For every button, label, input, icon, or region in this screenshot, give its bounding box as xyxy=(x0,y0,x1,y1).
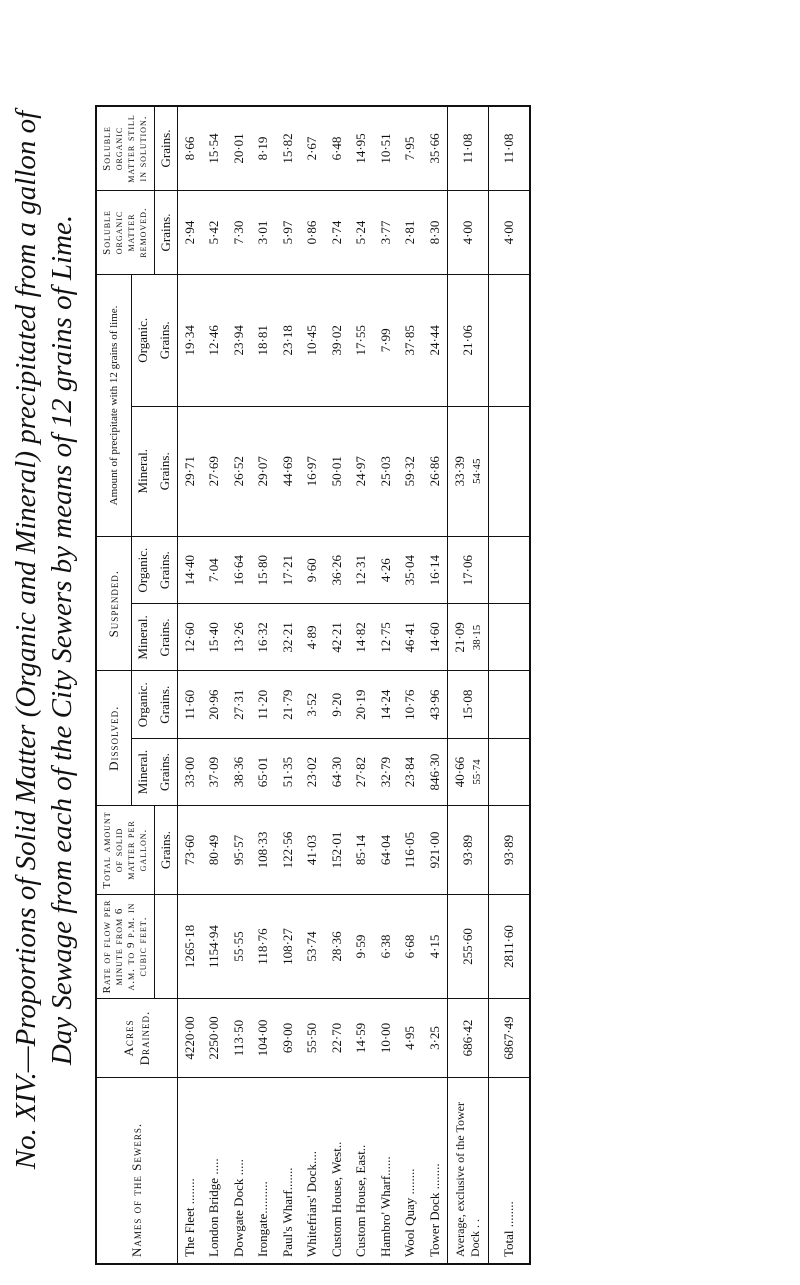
cell-p-org: 12·46 xyxy=(202,275,227,407)
cell-s-min: 14·60 xyxy=(423,604,448,671)
cell-acres: 55·50 xyxy=(300,999,325,1078)
cell-d-min: 64·30 xyxy=(325,739,350,806)
cell-s-org: 14·40 xyxy=(177,536,202,604)
units-flow xyxy=(154,895,177,999)
header-suspended-mineral: Mineral. xyxy=(132,604,155,671)
units-suspended-organic: Grains. xyxy=(154,536,177,604)
total-total: 93·89 xyxy=(489,806,531,895)
cell-d-min: 846·30 xyxy=(423,739,448,806)
cell-flow: 9·59 xyxy=(349,895,374,999)
sewer-name: Custom House, East.. xyxy=(349,1078,374,1265)
cell-total: 116·05 xyxy=(398,806,423,895)
average-label: Average, exclusive of the Tower Dock . . xyxy=(448,1078,489,1265)
sewer-name: Tower Dock ........ xyxy=(423,1078,448,1265)
cell-removed: 5·24 xyxy=(349,191,374,275)
cell-d-min: 37·09 xyxy=(202,739,227,806)
units-dissolved-organic: Grains. xyxy=(154,671,177,739)
cell-p-min: 26·86 xyxy=(423,406,448,536)
cell-d-org: 10·76 xyxy=(398,671,423,739)
header-names: Names of the Sewers. xyxy=(96,1078,177,1265)
total-flow: 2811·60 xyxy=(489,895,531,999)
cell-flow: 108·27 xyxy=(276,895,301,999)
cell-d-org: 14·24 xyxy=(374,671,399,739)
header-soluble-still: Soluble organic matter still in solution. xyxy=(96,106,154,191)
cell-d-org: 9·20 xyxy=(325,671,350,739)
cell-p-min: 16·97 xyxy=(300,406,325,536)
cell-p-min: 24·97 xyxy=(349,406,374,536)
table-body xyxy=(177,106,448,1264)
cell-s-min: 13·26 xyxy=(227,604,252,671)
title-line-1: No. XIV.—Proportions of Solid Matter (Organic and Mineral) precipitated from a gallon of xyxy=(10,110,42,1170)
cell-flow: 118·76 xyxy=(251,895,276,999)
cell-d-min: 51·35 xyxy=(276,739,301,806)
average-suspended-mineral: 21·09 38·15 xyxy=(448,604,489,671)
header-dissolved: Dissolved. xyxy=(96,671,132,806)
sewer-name: Wool Quay ........ xyxy=(398,1078,423,1265)
cell-s-min: 14·82 xyxy=(349,604,374,671)
cell-s-min: 46·41 xyxy=(398,604,423,671)
cell-d-org: 3·52 xyxy=(300,671,325,739)
cell-s-org: 36·26 xyxy=(325,536,350,604)
suspended-sum: 38·15 xyxy=(471,624,483,651)
total-row xyxy=(489,106,531,1264)
table-row xyxy=(325,106,350,1264)
cell-p-org: 19·34 xyxy=(177,275,202,407)
cell-d-min: 33·00 xyxy=(177,739,202,806)
cell-removed: 8·30 xyxy=(423,191,448,275)
cell-s-org: 16·64 xyxy=(227,536,252,604)
cell-removed: 3·01 xyxy=(251,191,276,275)
cell-d-min: 23·84 xyxy=(398,739,423,806)
cell-flow: 28·36 xyxy=(325,895,350,999)
cell-total: 122·56 xyxy=(276,806,301,895)
average-soluble-still: 11·08 xyxy=(448,106,489,191)
cell-still: 8·19 xyxy=(255,136,271,161)
cell-flow: 6·68 xyxy=(398,895,423,999)
cell-s-org: 9·60 xyxy=(300,536,325,604)
cell-s-org: 12·31 xyxy=(349,536,374,604)
cell-d-min: 65·01 xyxy=(251,739,276,806)
cell-s-min: 16·32 xyxy=(251,604,276,671)
cell-s-org: 16·14 xyxy=(423,536,448,604)
cell-d-min: 38·36 xyxy=(227,739,252,806)
cell-d-min: 27·82 xyxy=(349,739,374,806)
average-acres: 686·42 xyxy=(448,999,489,1078)
cell-removed: 5·42 xyxy=(202,191,227,275)
cell-total: 921·00 xyxy=(423,806,448,895)
table-row xyxy=(300,106,325,1264)
cell-acres: 4·95 xyxy=(398,999,423,1078)
header-total: Total amount of solid matter per gallon. xyxy=(96,806,154,895)
cell-total: 80·49 xyxy=(202,806,227,895)
sewer-name: Dowgate Dock ..... xyxy=(227,1078,252,1265)
cell-s-org: 17·21 xyxy=(276,536,301,604)
cell-p-org: 7·99 xyxy=(374,275,399,407)
cell-d-org: 20·19 xyxy=(349,671,374,739)
cell-still: 2·67 xyxy=(304,136,320,161)
cell-s-org: 4·26 xyxy=(374,536,399,604)
cell-still: 6·48 xyxy=(328,136,344,161)
cell-flow: 6·38 xyxy=(374,895,399,999)
average-flow: 255·60 xyxy=(448,895,489,999)
header-suspended-organic: Organic. xyxy=(132,536,155,604)
cell-s-org: 7·04 xyxy=(202,536,227,604)
header-acres: Acres Drained. xyxy=(96,999,177,1078)
sewer-name: Irongate.......... xyxy=(251,1078,276,1265)
cell-p-min: 29·07 xyxy=(251,406,276,536)
cell-acres: 3·25 xyxy=(423,999,448,1078)
header-precipitate-organic: Organic. xyxy=(132,275,155,407)
table-row xyxy=(276,106,301,1264)
header-dissolved-organic: Organic. xyxy=(132,671,155,739)
cell-flow: 53·74 xyxy=(300,895,325,999)
cell-d-org: 11·20 xyxy=(251,671,276,739)
cell-d-org: 43·96 xyxy=(423,671,448,739)
units-total: Grains. xyxy=(154,806,177,895)
precipitate-sum: 54·45 xyxy=(471,458,483,484)
cell-d-min: 23·02 xyxy=(300,739,325,806)
cell-still: 14·95 xyxy=(353,133,369,164)
table-row xyxy=(251,106,276,1264)
cell-s-min: 15·40 xyxy=(202,604,227,671)
cell-p-org: 24·44 xyxy=(423,275,448,407)
cell-s-min: 4·89 xyxy=(300,604,325,671)
cell-p-org: 17·55 xyxy=(349,275,374,407)
cell-p-min: 27·69 xyxy=(202,406,227,536)
cell-still: 10·51 xyxy=(377,133,393,164)
dissolved-sum: 55·74 xyxy=(471,759,483,785)
cell-acres: 69·00 xyxy=(276,999,301,1078)
cell-d-org: 20·96 xyxy=(202,671,227,739)
header-suspended: Suspended. xyxy=(96,536,132,671)
units-suspended-mineral: Grains. xyxy=(154,604,177,671)
average-precipitate-organic: 21·06 xyxy=(448,275,489,407)
units-precipitate-organic: Grains. xyxy=(154,275,177,407)
cell-p-org: 37·85 xyxy=(398,275,423,407)
cell-removed: 2·94 xyxy=(177,191,202,275)
sewer-name: The Fleet ........ xyxy=(177,1078,202,1265)
header-soluble-removed: Soluble organic matter removed. xyxy=(96,191,154,275)
cell-acres: 22·70 xyxy=(325,999,350,1078)
sewer-name: London Bridge ..... xyxy=(202,1078,227,1265)
units-soluble-removed: Grains. xyxy=(154,191,177,275)
average-precipitate-mineral: 33·39 54·45 xyxy=(448,406,489,536)
cell-p-org: 23·18 xyxy=(276,275,301,407)
cell-acres: 104·00 xyxy=(251,999,276,1078)
sewer-name: Custom House, West.. xyxy=(325,1078,350,1265)
average-suspended-organic: 17·06 xyxy=(448,536,489,604)
table-row xyxy=(349,106,374,1264)
average-dissolved-mineral: 40·66 55·74 xyxy=(448,739,489,806)
table-row xyxy=(374,106,399,1264)
total-acres: 6867·49 xyxy=(489,999,531,1078)
cell-p-org: 10·45 xyxy=(300,275,325,407)
cell-total: 95·57 xyxy=(227,806,252,895)
cell-d-org: 21·79 xyxy=(276,671,301,739)
cell-removed: 7·30 xyxy=(227,191,252,275)
average-dissolved-organic: 15·08 xyxy=(448,671,489,739)
cell-removed: 0·86 xyxy=(300,191,325,275)
cell-total: 73·60 xyxy=(177,806,202,895)
units-soluble-still: Grains. xyxy=(154,106,177,191)
cell-s-min: 42·21 xyxy=(325,604,350,671)
total-soluble-removed: 4·00 xyxy=(489,191,531,275)
cell-total: 108·33 xyxy=(251,806,276,895)
cell-total: 152·01 xyxy=(325,806,350,895)
cell-removed: 5·97 xyxy=(276,191,301,275)
average-total: 93·89 xyxy=(448,806,489,895)
cell-p-min: 59·32 xyxy=(398,406,423,536)
sewage-table xyxy=(95,105,531,1265)
cell-s-org: 15·80 xyxy=(251,536,276,604)
cell-flow: 1265·18 xyxy=(177,895,202,999)
cell-p-min: 44·69 xyxy=(276,406,301,536)
table-row xyxy=(227,106,252,1264)
cell-still: 8·66 xyxy=(181,136,197,161)
cell-p-org: 18·81 xyxy=(251,275,276,407)
table-row xyxy=(202,106,227,1264)
average-soluble-removed: 4·00 xyxy=(448,191,489,275)
cell-total: 64·04 xyxy=(374,806,399,895)
cell-p-org: 39·02 xyxy=(325,275,350,407)
cell-s-min: 12·60 xyxy=(177,604,202,671)
header-precipitate-mineral: Mineral. xyxy=(132,406,155,536)
header-flow: Rate of flow per minute from 6 a.m. to 9 p.m. in cubic feet. xyxy=(96,895,154,999)
cell-flow: 55·55 xyxy=(227,895,252,999)
cell-d-org: 27·31 xyxy=(227,671,252,739)
header-dissolved-mineral: Mineral. xyxy=(132,739,155,806)
cell-still: 7·95 xyxy=(402,136,418,161)
cell-still: 15·82 xyxy=(279,133,295,164)
cell-total: 85·14 xyxy=(349,806,374,895)
cell-removed: 3·77 xyxy=(374,191,399,275)
title-line-2: Day Sewage from each of the City Sewers by means of 12 grains of Lime. xyxy=(46,214,79,1066)
cell-s-min: 32·21 xyxy=(276,604,301,671)
cell-acres: 2250·00 xyxy=(202,999,227,1078)
total-soluble-still: 11·08 xyxy=(489,106,531,191)
table-row xyxy=(177,106,202,1264)
cell-s-org: 35·04 xyxy=(398,536,423,604)
cell-d-min: 32·79 xyxy=(374,739,399,806)
cell-total: 41·03 xyxy=(300,806,325,895)
units-dissolved-mineral: Grains. xyxy=(154,739,177,806)
average-row xyxy=(448,106,489,1264)
cell-removed: 2·74 xyxy=(325,191,350,275)
header-group-row xyxy=(96,106,132,1264)
cell-still: 15·54 xyxy=(206,133,222,164)
sewer-name: Whitefriars' Dock.... xyxy=(300,1078,325,1265)
sewer-name: Paul's Wharf....... xyxy=(276,1078,301,1265)
cell-flow: 1154·94 xyxy=(202,895,227,999)
cell-p-min: 26·52 xyxy=(227,406,252,536)
sewer-name: Hambro' Wharf...... xyxy=(374,1078,399,1265)
table-row xyxy=(423,106,448,1264)
cell-p-min: 25·03 xyxy=(374,406,399,536)
units-precipitate-mineral: Grains. xyxy=(154,406,177,536)
table-row xyxy=(398,106,423,1264)
cell-acres: 14·59 xyxy=(349,999,374,1078)
header-precipitate: Amount of precipitate with 12 grains of lime. xyxy=(96,275,132,537)
cell-s-min: 12·75 xyxy=(374,604,399,671)
cell-p-org: 23·94 xyxy=(227,275,252,407)
cell-p-min: 50·01 xyxy=(325,406,350,536)
cell-acres: 113·50 xyxy=(227,999,252,1078)
cell-acres: 10·00 xyxy=(374,999,399,1078)
cell-still: 20·01 xyxy=(230,133,246,164)
cell-still: 35·66 xyxy=(426,133,442,164)
cell-acres: 4220·00 xyxy=(177,999,202,1078)
cell-removed: 2·81 xyxy=(398,191,423,275)
cell-p-min: 29·71 xyxy=(177,406,202,536)
cell-flow: 4·15 xyxy=(423,895,448,999)
total-label: Total ........ xyxy=(489,1078,531,1265)
table-title xyxy=(8,15,81,1265)
cell-d-org: 11·60 xyxy=(177,671,202,739)
